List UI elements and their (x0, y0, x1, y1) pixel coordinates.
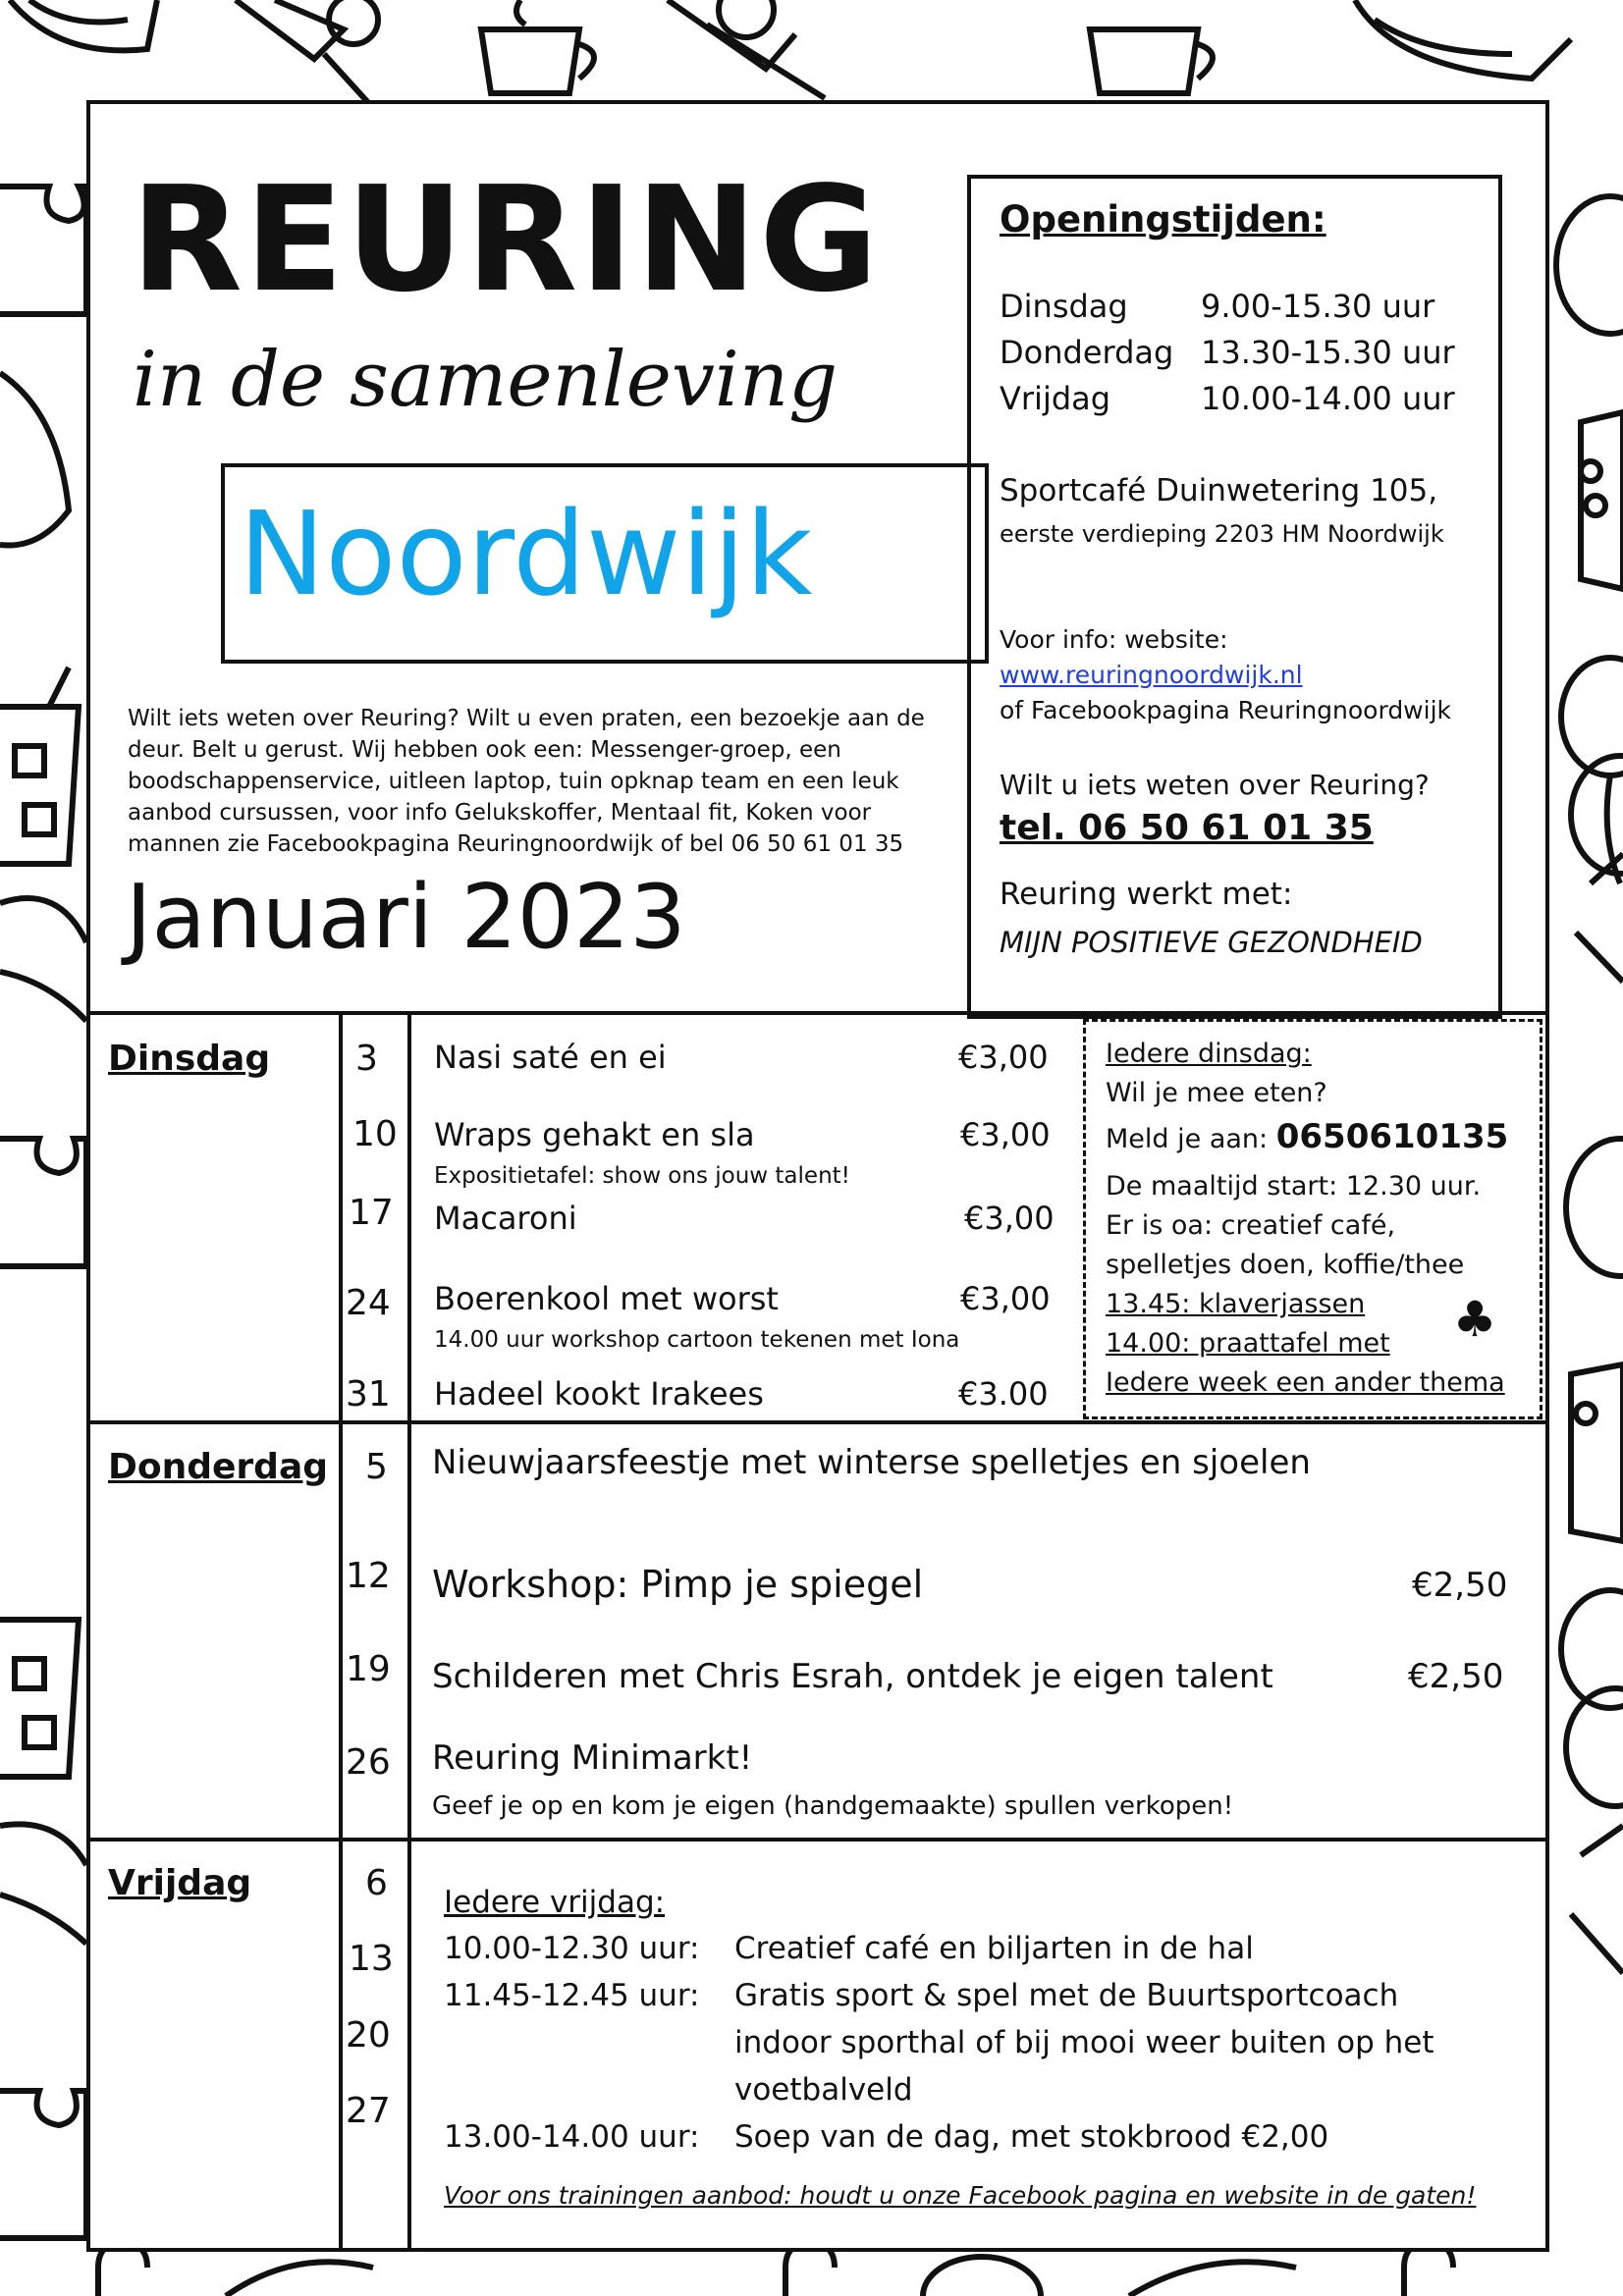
works-with-label: Reuring werkt met: (1000, 877, 1293, 912)
date-number: 19 (346, 1649, 391, 1689)
day-label-friday: Vrijdag (108, 1863, 252, 1903)
menu-item: Macaroni (434, 1200, 577, 1237)
intro-line: deur. Belt u gerust. Wij hebben ook een: Messenger-groep, een (128, 737, 841, 763)
activity-item: Schilderen met Chris Esrah, ontdek je eigen talent (432, 1657, 1273, 1696)
menu-item: Wraps gehakt en sla (434, 1116, 755, 1153)
tuesday-box-title: Iedere dinsdag: (1106, 1039, 1312, 1069)
tuesday-box-line (1106, 1117, 1508, 1156)
friday-activity: Soep van de dag, met stokbrood €2,00 (734, 2119, 1329, 2155)
date-number: 5 (365, 1447, 388, 1487)
menu-price: €3,00 (960, 1280, 1051, 1317)
friday-activity: indoor sporthal of bij mooi weer buiten op het (734, 2025, 1434, 2060)
tuesday-box-line: spelletjes doen, koffie/thee (1106, 1250, 1465, 1280)
bingo-machine-icon (1581, 412, 1623, 589)
puzzle-piece-icon (0, 2091, 86, 2238)
pie-slice-icon (0, 898, 86, 1021)
phone-number: tel. 06 50 61 01 35 (1000, 808, 1374, 848)
date-number: 6 (365, 1863, 388, 1903)
date-number: 3 (355, 1039, 378, 1079)
friday-activity: Gratis sport & spel met de Buurtsportcoach (734, 1978, 1399, 2013)
friday-time: 13.00-14.00 uur: (444, 2119, 700, 2155)
pie-slice-icon (10, 0, 157, 50)
menu-note: Expositietafel: show ons jouw talent! (434, 1163, 850, 1189)
intro-line: mannen zie Facebookpagina Reuringnoordwijk of bel 06 50 61 01 35 (128, 831, 904, 857)
flyer-subtitle: in de samenleving (133, 336, 839, 424)
ice-cream-icon (668, 0, 825, 98)
hours-day: Dinsdag (1000, 288, 1128, 325)
club-suit-icon: ♣ (1452, 1291, 1497, 1348)
friday-footnote: Voor ons trainingen aanbod: houdt u onze Facebook pagina en website in de gaten! (444, 2181, 1477, 2210)
pan-icon (1556, 196, 1623, 334)
menu-item: Boerenkool met worst (434, 1280, 779, 1317)
menu-price: €3.00 (958, 1375, 1049, 1413)
facebook-text: of Facebookpagina Reuringnoordwijk (1000, 696, 1451, 724)
date-number: 31 (346, 1374, 391, 1415)
balloon-icon (1561, 1590, 1623, 1806)
pie-slice-icon (1129, 2262, 1296, 2296)
menu-price: €3,00 (960, 1116, 1051, 1153)
row-divider (86, 1420, 1549, 1424)
friday-activity: Creatief café en biljarten in de hal (734, 1931, 1254, 1966)
address-line: Sportcafé Duinwetering 105, (1000, 473, 1438, 508)
tuesday-box-line: Iedere week een ander thema (1106, 1367, 1505, 1398)
flyer-title: REURING (131, 155, 881, 324)
pie-slice-icon (226, 2262, 373, 2296)
hours-time: 10.00-14.00 uur (1201, 380, 1455, 417)
puzzle-piece-icon (0, 1139, 86, 1266)
pie-slice-icon (1355, 0, 1571, 79)
pie-slice-icon (0, 1824, 86, 1944)
signup-label: Meld je aan: (1106, 1124, 1269, 1154)
activity-note: Geef je op en kom je eigen (handgemaakte) spullen verkopen! (432, 1791, 1234, 1821)
day-label-thursday: Donderdag (108, 1447, 329, 1487)
coffee-cup-icon (1090, 29, 1213, 93)
puzzle-piece-icon (0, 187, 86, 314)
friday-time: 10.00-12.30 uur: (444, 1931, 700, 1966)
friday-time: 11.45-12.45 uur: (444, 1978, 700, 2013)
question-text: Wilt u iets weten over Reuring? (1000, 769, 1430, 801)
tuesday-box-line: 13.45: klaverjassen (1106, 1289, 1366, 1319)
bingo-machine-icon (1571, 1364, 1623, 1541)
menu-note: 14.00 uur workshop cartoon tekenen met Iona (434, 1327, 960, 1353)
hours-day: Vrijdag (1000, 380, 1111, 417)
friday-title: Iedere vrijdag: (444, 1885, 666, 1920)
place-name: Noordwijk (239, 486, 813, 621)
website-link[interactable]: www.reuringnoordwijk.nl (1000, 661, 1303, 689)
intro-text (128, 703, 925, 860)
hours-time: 13.30-15.30 uur (1201, 334, 1455, 371)
menu-price: €3,00 (958, 1039, 1049, 1076)
col-divider (407, 1013, 411, 2252)
activity-item: Reuring Minimarkt! (432, 1738, 753, 1778)
date-number: 13 (349, 1939, 394, 1979)
date-number: 17 (349, 1193, 394, 1233)
row-divider (86, 1838, 1549, 1842)
address-line: eerste verdieping 2203 HM Noordwijk (1000, 520, 1444, 548)
tuesday-box-line: 14.00: praattafel met (1106, 1328, 1390, 1359)
hours-title: Openingstijden: (1000, 198, 1326, 240)
hours-time: 9.00-15.30 uur (1201, 288, 1435, 325)
pan-icon (923, 2257, 1041, 2296)
info-label: Voor info: website: (1000, 625, 1228, 654)
balloon-icon (1561, 658, 1623, 883)
col-divider (339, 1013, 343, 2252)
tuesday-box-line: Er is oa: creatief café, (1106, 1210, 1396, 1241)
tuesday-box-line: Wil je mee eten? (1106, 1078, 1327, 1108)
date-number: 12 (346, 1556, 391, 1596)
menu-item: Hadeel kookt Irakees (434, 1375, 764, 1413)
drink-glass-icon (0, 1620, 79, 1777)
tuesday-box-line: De maaltijd start: 12.30 uur. (1106, 1171, 1482, 1201)
coffee-cup-icon (481, 0, 594, 93)
positive-health: MIJN POSITIEVE GEZONDHEID (1000, 926, 1423, 959)
date-number: 27 (346, 2091, 391, 2131)
ice-cream-icon (236, 0, 378, 108)
date-number: 26 (346, 1742, 391, 1783)
activity-item: Workshop: Pimp je spiegel (432, 1563, 924, 1606)
date-number: 10 (352, 1114, 398, 1154)
table-top-border (86, 1011, 1549, 1015)
pan-icon (1566, 1139, 1623, 1276)
month-heading: Januari 2023 (126, 866, 686, 969)
menu-item: Nasi saté en ei (434, 1039, 667, 1076)
activity-price: €2,50 (1408, 1657, 1504, 1696)
date-number: 20 (346, 2015, 391, 2056)
friday-activity: voetbalveld (734, 2072, 913, 2108)
puzzle-piece-icon (1571, 1826, 1623, 1973)
date-number: 24 (346, 1283, 391, 1323)
drink-glass-icon (0, 667, 79, 864)
intro-line: boodschappenservice, uitleen laptop, tuin opknap team en een leuk (128, 769, 899, 794)
hanging-lamp-icon (0, 373, 69, 546)
intro-line: Wilt iets weten over Reuring? Wilt u even praten, een bezoekje aan de (128, 706, 925, 731)
hours-day: Donderdag (1000, 334, 1174, 371)
intro-line: aanbod cursussen, voor info Gelukskoffer, Mentaal fit, Koken voor (128, 800, 872, 826)
menu-price: €3,00 (964, 1200, 1055, 1237)
signup-phone: 0650610135 (1275, 1117, 1509, 1156)
activity-item: Nieuwjaarsfeestje met winterse spelletjes en sjoelen (432, 1443, 1311, 1482)
day-label-tuesday: Dinsdag (108, 1039, 271, 1079)
activity-price: €2,50 (1412, 1566, 1508, 1605)
